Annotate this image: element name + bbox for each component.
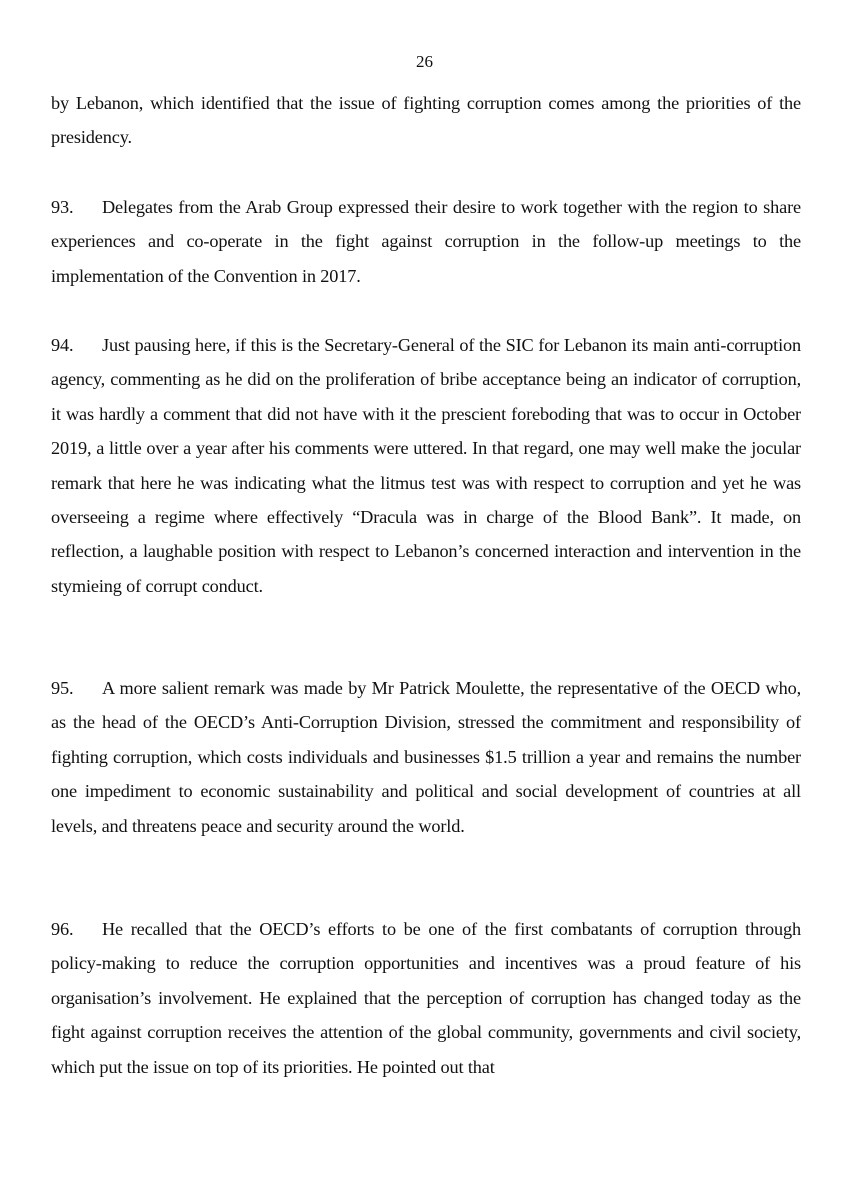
paragraph-95 (51, 671, 801, 843)
paragraph-number: 96. (51, 919, 74, 939)
paragraph-text: A more salient remark was made by Mr Patrick Moulette, the representative of the OECD who, as the head of the OECD’s Anti-Corruption Division, stressed the commitment and responsibility of fighting corruption, which costs individuals and businesses $1.5 trillion a year and remains the number one impediment to economic sustainability and political and social development of countries at all levels, and threatens peace and security around the world. (51, 678, 801, 836)
paragraph-text: Just pausing here, if this is the Secretary-General of the SIC for Lebanon its main anti-corruption agency, commenting as he did on the proliferation of bribe acceptance being an indicator of corruption, it was hardly a comment that did not have with it the prescient foreboding that was to occur in October 2019, a little over a year after his comments were uttered. In that regard, one may well make the jocular remark that here he was indicating what the litmus test was with respect to corruption and yet he was overseeing a regime where effectively “Dracula was in charge of the Blood Bank”. It made, on reflection, a laughable position with respect to Lebanon’s concerned interaction and intervention in the stymieing of corrupt conduct. (51, 335, 801, 596)
paragraph-94 (51, 328, 801, 603)
paragraph-continuation (51, 86, 801, 155)
paragraph-number: 94. (51, 335, 74, 355)
paragraph-text: Delegates from the Arab Group expressed their desire to work together with the region to share experiences and co-operate in the fight against corruption in the follow-up meetings to the implementation of the Convention in 2017. (51, 197, 801, 286)
paragraph-96 (51, 912, 801, 1084)
paragraph-number: 93. (51, 197, 74, 217)
page-number: 26 (416, 52, 433, 71)
paragraph-93 (51, 190, 801, 293)
paragraph-text: by Lebanon, which identified that the issue of fighting corruption comes among the priorities of the presidency. (51, 93, 801, 148)
paragraph-number: 95. (51, 678, 74, 698)
paragraph-text: He recalled that the OECD’s efforts to be one of the first combatants of corruption through policy-making to reduce the corruption opportunities and incentives was a proud feature of his organisation’s involvement. He explained that the perception of corruption has changed today as the fight against corruption receives the attention of the global community, governments and civil society, which put the issue on top of its priorities. He pointed out that (51, 919, 801, 1077)
